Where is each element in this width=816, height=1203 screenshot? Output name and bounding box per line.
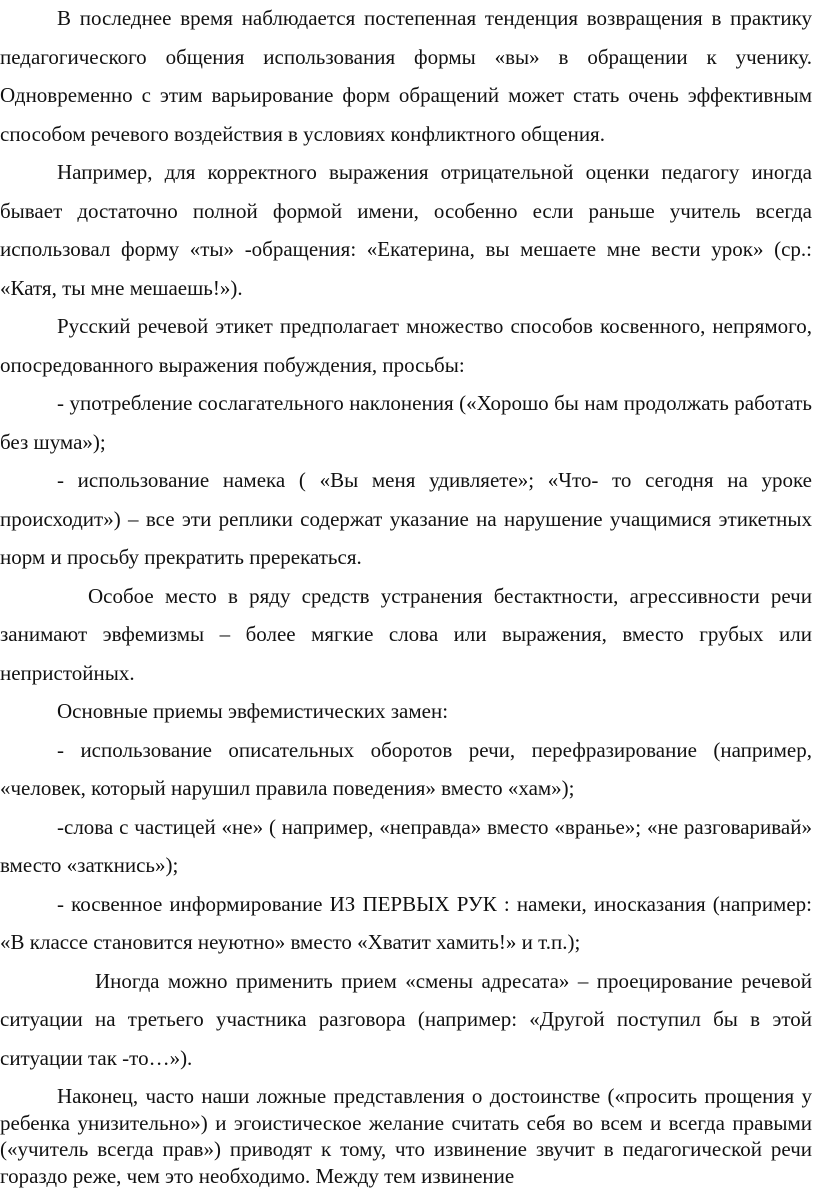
paragraph-7: Основные приемы эвфемистических замен: bbox=[57, 699, 449, 723]
paragraph-9: -слова с частицей «не» ( например, «неправда» вместо «вранье»; «не разговаривай» вместо «заткнись»); bbox=[0, 814, 812, 877]
paragraph-1: В последнее время наблюдается постепенная тенденция возвращения в практику педагогического общения использования формы «вы» в обращении к ученику. Одновременно с этим варьирование форм обращений может стать очень эффективным способом речевого воздействия в условиях конфликтного общения. bbox=[0, 6, 812, 146]
paragraph-10: - косвенное информирование ИЗ ПЕРВЫХ РУК : намеки, иносказания (например: «В классе становится неуютно» вместо «Хватит хамить!» и т.п.); bbox=[0, 891, 812, 954]
paragraph-2: Например, для корректного выражения отрицательной оценки педагогу иногда бывает достаточно полной формой имени, особенно если раньше учитель всегда использовал форму «ты» -обращения: «Екатерина, вы мешаете мне вести урок» (ср.: «Катя, ты мне мешаешь!»). bbox=[0, 160, 812, 300]
paragraph-8: - использование описательных оборотов речи, перефразирование (например, «человек, который нарушил правила поведения» вместо «хам»); bbox=[0, 737, 812, 800]
paragraph-4: - употребление сослагательного наклонения («Хорошо бы нам продолжать работать без шума»); bbox=[0, 391, 812, 454]
paragraph-6: Особое место в ряду средств устранения бестактности, агрессивности речи занимают эвфемизмы – более мягкие слова или выражения, вместо грубых или непристойных. bbox=[0, 583, 812, 685]
paragraph-5: - использование намека ( «Вы меня удивляете»; «Что- то сегодня на уроке происходит») – все эти реплики содержат указание на нарушение учащимися этикетных норм и просьбу прекратить пререкаться. bbox=[0, 468, 812, 569]
paragraph-11: Иногда можно применить прием «смены адресата» – проецирование речевой ситуации на третьего участника разговора (например: «Другой поступил бы в этой ситуации так -то…»). bbox=[0, 968, 812, 1070]
paragraph-12: Наконец, часто наши ложные представления о достоинстве («просить прощения у ребенка унизительно») и эгоистическое желание считать себя во всем и всегда правыми («учитель всегда прав») приводят к тому, что извинение звучит в педагогической речи гораздо реже, чем это необходимо. Между тем извинение bbox=[0, 1084, 812, 1188]
paragraph-3: Русский речевой этикет предполагает множество способов косвенного, непрямого, опосредованного выражения побуждения, просьбы: bbox=[0, 314, 812, 377]
